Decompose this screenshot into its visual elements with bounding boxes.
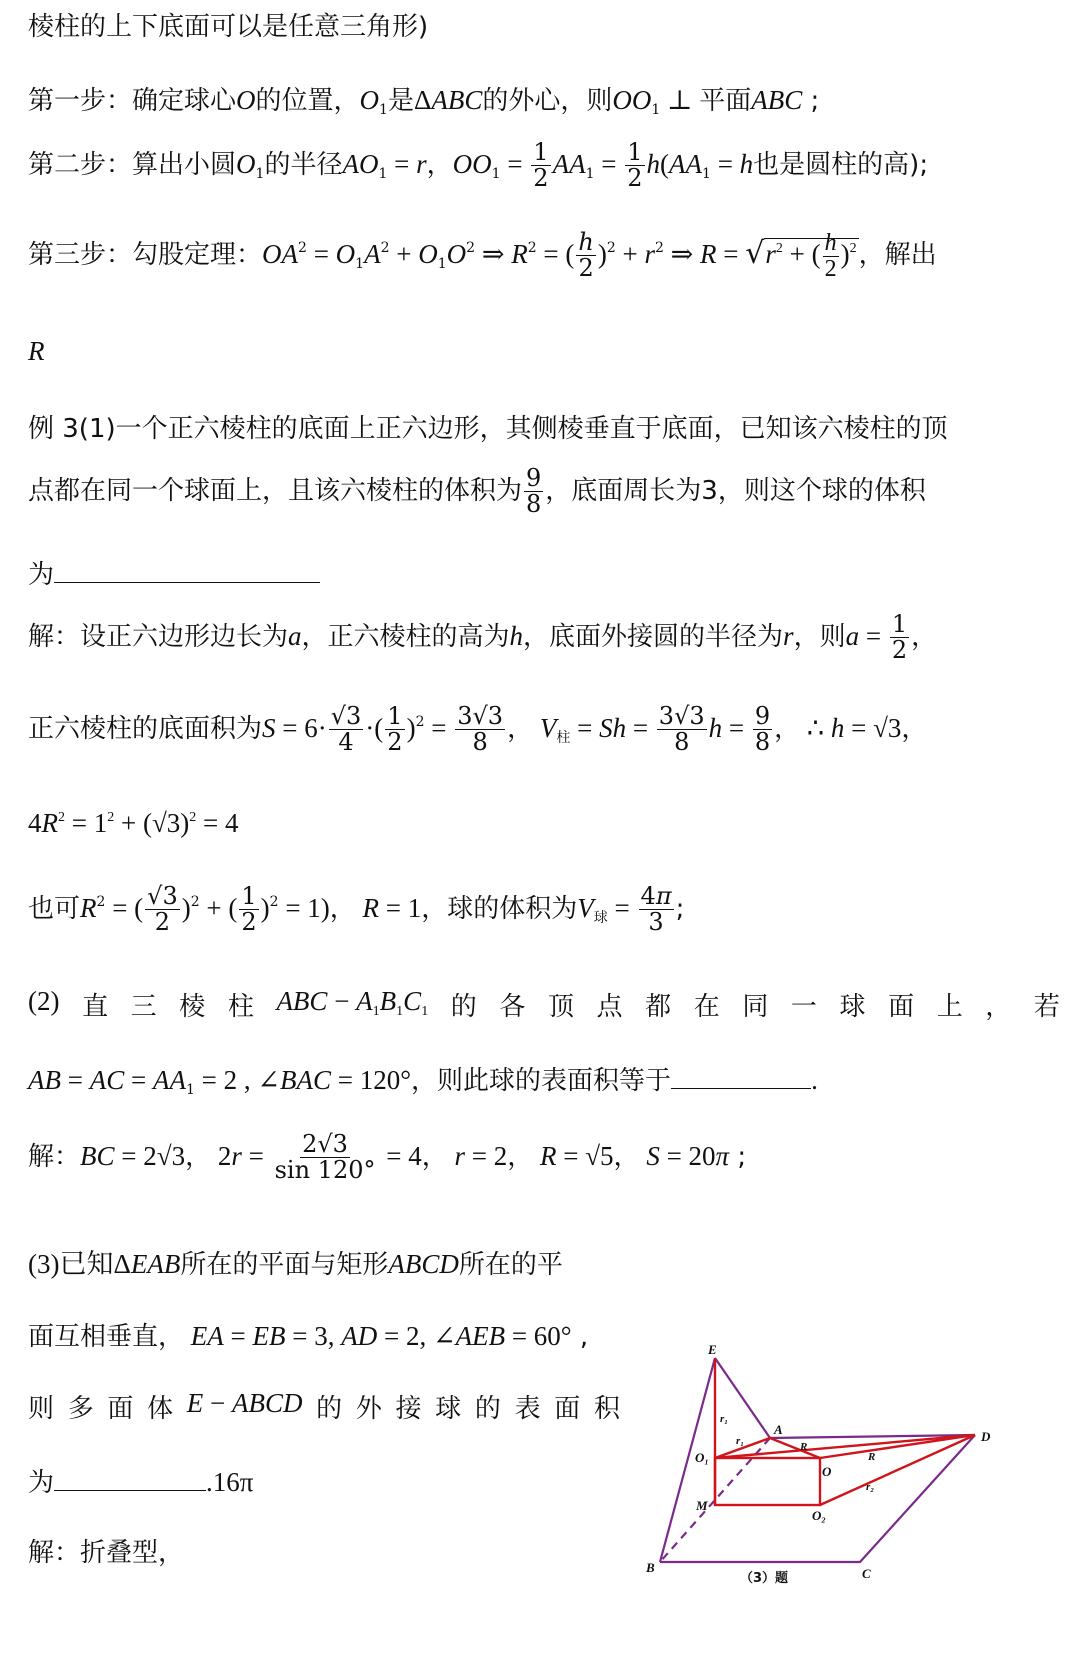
problem-3-line-4: 为 .16π xyxy=(28,1467,254,1498)
figure-caption: （3）题 xyxy=(740,1571,789,1586)
label-O: O xyxy=(822,1464,832,1479)
problem-3-line-1: (3)已知ΔEAB所在的平面与矩形ABCD所在的平 xyxy=(28,1249,563,1280)
step-3: 第三步：勾股定理：$OA^2 = O_1A^2 + O_1O^2$ ⇒ $R^2$ = ( $\frac{h}{2}$ )$^2 + r^2$ ⇒ $R = √r^2$ + ( $\frac{h}{2}$ )$^2$，解出 xyxy=(28,228,937,283)
label-C: C xyxy=(862,1566,871,1581)
solution-1-line-2: 正六棱柱的底面积为S = 6· $\frac{√3}{4}$ ·( $\frac{1}{2}$ )$^2$ = $\frac{3√3}{8}$ ， $V_柱 = Sh$ = $\frac{3√3}{8}$ h = $\frac{9}{8}$ ， ∴ h = √3， xyxy=(28,702,928,757)
step-2: 第二步：算出小圆$O_1$的半径$AO_1 = r$，$OO_1$ = $\frac{1}{2}$ $AA_1$ = $\frac{1}{2}$ $h(AA_1 = h$也是圆柱的高); xyxy=(28,138,929,193)
figure-3-diagram xyxy=(646,1342,1060,1650)
label-O2: O₂ xyxy=(812,1508,826,1523)
solution-1-line-1: 解：设正六边形边长为a，正六棱柱的高为h，底面外接圆的半径为r，则a = $\frac{1}{2}$ ， xyxy=(28,610,938,665)
label-R-OD: R xyxy=(868,1451,876,1463)
ex3-line-2: 点都在同一个球面上，且该六棱柱的体积为 $\frac{9}{8}$ ，底面周长为3，则这个球的体积 xyxy=(28,464,926,519)
solution-1-line-4: 也可$R^2$ = ( $\frac{√3}{2}$ )$^2$ + ( $\frac{1}{2}$ )$^2$ = 1)， R = 1，球的体积为$V_球$ = $\frac{4\pi}{3}$ ; xyxy=(28,882,685,937)
label-r2: r₂ xyxy=(866,1481,875,1493)
label-B: B xyxy=(646,1560,655,1575)
problem-3-line-3: 则 多 面 体 E − ABCD 的 外 接 球 的 表 面 积 xyxy=(28,1388,620,1424)
line-AO xyxy=(770,1438,820,1458)
answer-blank-3 xyxy=(54,1490,206,1491)
label-M: M xyxy=(696,1498,708,1513)
label-r1-horizontal: r₁ xyxy=(736,1435,745,1447)
problem-2-line-2: AB = AC = $AA_1 = 2$ , ∠BAC = 120°，则此球的表面积等于 . xyxy=(28,1065,818,1098)
text-line-1: 棱柱的上下底面可以是任意三角形) xyxy=(28,12,429,42)
answer-blank-1 xyxy=(54,582,320,583)
problem-3-solution: 解：折叠型， xyxy=(28,1538,185,1568)
step-1: 第一步：确定球心O的位置，$O_1$是ΔABC的外心，则$OO_1$ ⊥ 平面ABC ; xyxy=(28,85,820,118)
problem-2-line-1: (2) 直 三 棱 柱 ABC − $A_1B_1C_1$ 的 各 顶 点 都 在 同 一 球 面 上 ， 若 xyxy=(28,986,1060,1022)
label-O1: O₁ xyxy=(695,1450,709,1465)
label-R-AO: R xyxy=(800,1441,808,1453)
label-r1-vertical: r₁ xyxy=(720,1413,729,1425)
ex3-line-1: 例 3(1)一个正六棱柱的底面上正六边形，其侧棱垂直于底面，已知该六棱柱的顶 xyxy=(28,414,948,444)
ex3-line-3: 为 xyxy=(28,554,1060,591)
label-D: D xyxy=(981,1429,991,1444)
edge-EA xyxy=(715,1358,770,1438)
solution-2: 解：BC = 2√3， 2r = $\frac{2√3}{\sin 120^\circ}$ = 4， r = 2， R = √5， S = 20π ; xyxy=(28,1130,747,1185)
r-line: R xyxy=(28,336,45,366)
label-A: A xyxy=(774,1422,783,1437)
answer-blank-2 xyxy=(671,1088,811,1089)
solution-1-line-3: $4R^2 = 1^2 + (√3)^2 = 4$ xyxy=(28,808,239,838)
label-E: E xyxy=(708,1342,717,1357)
problem-3-line-2: 面互相垂直， EA = EB = 3, AD = 2, ∠AEB = 60° , xyxy=(28,1321,589,1352)
